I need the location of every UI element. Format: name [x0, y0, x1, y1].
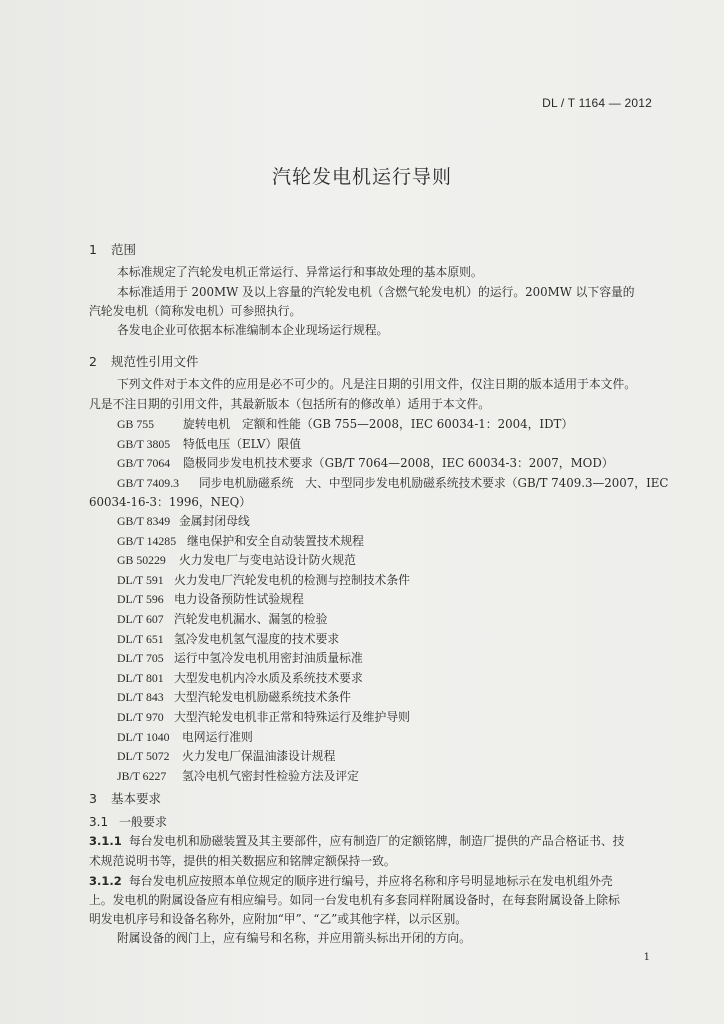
reference-code: DL/T 705 [117, 651, 164, 666]
reference-item [117, 435, 668, 455]
reference-title: 氢冷发电机氢气湿度的技术要求 [174, 631, 340, 646]
reference-title: 电力设备预防性试验规程 [174, 592, 304, 607]
subsection-title: 一般要求 [119, 815, 168, 829]
section-1-heading [89, 240, 136, 258]
reference-item [117, 551, 410, 571]
reference-item [117, 415, 668, 435]
reference-item [117, 454, 668, 474]
paragraph-continuation: 术规范说明书等，提供的相关数据应和铭牌定额保持一致。 [89, 854, 396, 868]
reference-item [117, 630, 410, 650]
reference-title: 大型发电机内冷水质及系统技术要求 [174, 670, 363, 685]
section-title: 规范性引用文件 [111, 354, 199, 369]
reference-list [117, 415, 668, 493]
clause-text: 每台发电机和励磁装置及其主要部件，应有制造厂的定额铭牌，制造厂提供的产品合格证书、技 [129, 834, 625, 848]
reference-code: GB/T 8349 [117, 514, 171, 528]
reference-continuation: 60034-16-3：1996，NEQ） [89, 495, 252, 509]
section-number: 2 [89, 354, 97, 369]
paragraph-continuation: 凡是不注日期的引用文件，其最新版本（包括所有的修改单）适用于本文件。 [89, 397, 491, 411]
reference-code: DL/T 591 [117, 572, 164, 587]
reference-title: 氢冷电机气密封性检验方法及评定 [182, 768, 359, 783]
section-title: 范围 [111, 242, 137, 257]
reference-code: DL/T 5072 [117, 749, 170, 764]
reference-item [117, 669, 410, 689]
section-3-heading [89, 789, 161, 807]
reference-code: GB/T 7064 [117, 456, 171, 471]
reference-code: GB/T 7409.3 [117, 475, 180, 490]
document-title: 汽轮发电机运行导则 [271, 166, 452, 188]
reference-item [117, 728, 410, 748]
reference-title: 汽轮发电机漏水、漏氢的检验 [174, 611, 328, 626]
reference-item [117, 610, 410, 630]
reference-code: DL/T 970 [117, 709, 164, 724]
reference-item [117, 532, 410, 552]
section-2-heading [89, 352, 199, 370]
page-number: 1 [643, 952, 650, 963]
reference-title: 火力发电厂保温油漆设计规程 [182, 749, 336, 764]
reference-title: 大型汽轮发电机励磁系统技术条件 [174, 690, 351, 705]
reference-title: 隐极同步发电机技术要求（GB/T 7064—2008，IEC 60034-3：2007，MOD） [183, 456, 614, 471]
reference-code: GB/T 3805 [117, 436, 171, 451]
reference-code: DL/T 801 [117, 670, 164, 685]
paragraph: 各发电企业可依据本标准编制本企业现场运行规程。 [117, 323, 389, 337]
reference-item [117, 747, 410, 767]
reference-item [117, 474, 668, 494]
clause-text: 每台发电机应按照本单位规定的顺序进行编号，并应将名称和序号明显地标示在发电机组外壳 [129, 874, 613, 888]
reference-code: GB 50229 [117, 553, 166, 568]
reference-item [117, 512, 410, 532]
reference-title: 运行中氢冷发电机用密封油质量标准 [174, 651, 363, 666]
paragraph-continuation: 上。发电机的附属设备应有相应编号。如同一台发电机有多套同样附属设备时，在每套附属设备上除标 [89, 893, 620, 907]
reference-item [117, 571, 410, 591]
reference-title: 继电保护和安全自动装置技术规程 [187, 533, 364, 548]
reference-title: 特低电压（ELV）限值 [183, 436, 301, 451]
reference-title: 大型汽轮发电机非正常和特殊运行及维护导则 [174, 709, 410, 724]
section-title: 基本要求 [111, 791, 162, 806]
reference-title: 金属封闭母线 [179, 514, 250, 528]
reference-item [117, 590, 410, 610]
reference-code: GB/T 14285 [117, 533, 177, 548]
subsection-number: 3.1 [89, 815, 109, 829]
clause-3-1-1 [89, 832, 624, 851]
reference-item [117, 649, 410, 669]
reference-item [117, 767, 410, 787]
paragraph: 本标准规定了汽轮发电机正常运行、异常运行和事故处理的基本原则。 [117, 265, 483, 279]
reference-title: 火力发电厂与变电站设计防火规范 [179, 553, 356, 568]
section-number: 3 [89, 791, 97, 806]
clause-number: 3.1.1 [89, 834, 122, 848]
paragraph-continuation: 明发电机序号和设备名称外，应附加“甲”、“乙”或其他字样，以示区别。 [89, 912, 468, 926]
reference-code: JB/T 6227 [117, 768, 167, 783]
reference-code: DL/T 1040 [117, 729, 170, 744]
clause-3-1-2 [89, 872, 613, 891]
paragraph: 本标准适用于 200MW 及以上容量的汽轮发电机（含燃气轮发电机）的运行。200MW 以下容量的 [117, 285, 635, 299]
reference-code: DL/T 651 [117, 631, 164, 646]
reference-code: GB 755 [117, 417, 155, 431]
reference-item [117, 708, 410, 728]
paragraph-continuation: 汽轮发电机（简称发电机）可参照执行。 [89, 304, 302, 318]
paragraph: 附属设备的阀门上，应有编号和名称，并应用箭头标出开闭的方向。 [117, 931, 471, 945]
reference-title: 旋转电机 定额和性能（GB 755—2008，IEC 60034-1：2004，IDT） [183, 417, 574, 431]
clause-number: 3.1.2 [89, 874, 122, 888]
document-number: DL / T 1164 — 2012 [542, 96, 652, 110]
paragraph: 下列文件对于本文件的应用是必不可少的。凡是注日期的引用文件，仅注日期的版本适用于本文件。 [117, 377, 637, 391]
reference-code: DL/T 596 [117, 592, 164, 607]
reference-list [117, 512, 410, 786]
reference-title: 火力发电厂汽轮发电机的检测与控制技术条件 [174, 572, 410, 587]
reference-title: 电网运行准则 [182, 729, 253, 744]
reference-title: 同步电机励磁系统 大、中型同步发电机励磁系统技术要求（GB/T 7409.3—2007，IEC [199, 475, 669, 490]
subsection-3-1-heading [89, 813, 167, 830]
reference-code: DL/T 607 [117, 611, 164, 626]
reference-code: DL/T 843 [117, 690, 164, 705]
section-number: 1 [89, 242, 97, 257]
reference-item [117, 688, 410, 708]
